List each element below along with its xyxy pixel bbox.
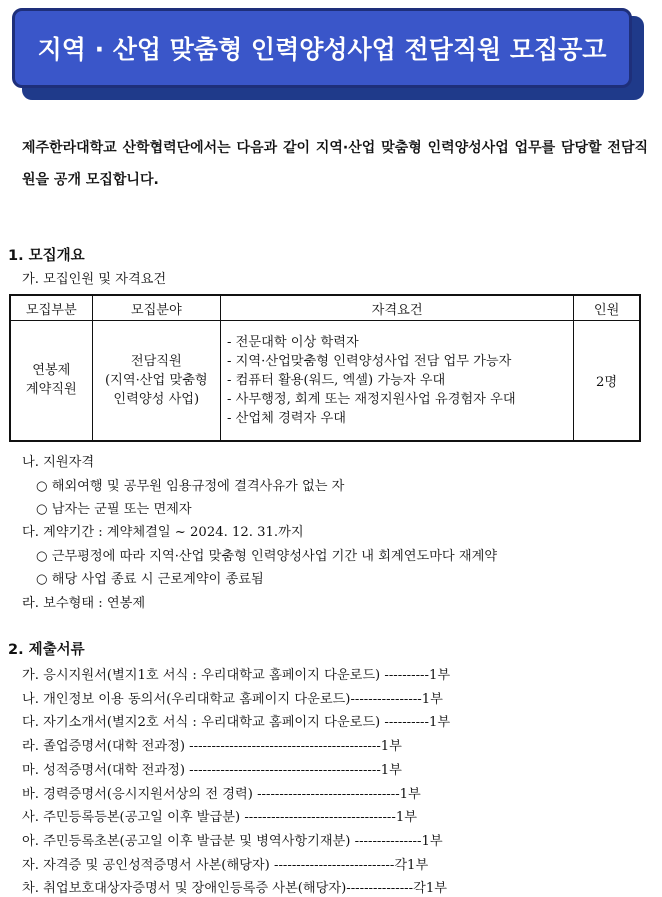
document-item: 라. 졸업증명서(대학 전과정) -------------------------------------------1부 [22,739,402,754]
list-item: ○ 해당 사업 종료 시 근로계약이 종료됨 [36,572,264,587]
list-item: ○ 해외여행 및 공무원 임용규정에 결격사유가 없는 자 [36,479,345,494]
field-line-3: 인력양성 사업) [113,391,200,407]
document-item: 사. 주민등록등본(공고일 이후 발급분) ----------------------------------1부 [22,810,417,825]
table-row [10,321,640,441]
table-header-row [10,295,640,321]
section-2-heading: 2. 제출서류 [8,642,85,658]
field-line-2: (지역·산업 맞춤형 [104,372,208,388]
qualification-item: - 사무행정, 회계 또는 재정지원사업 유경험자 우대 [227,391,516,407]
document-item: 아. 주민등록초본(공고일 이후 발급분 및 병역사항기재분) ---------------1부 [22,834,443,849]
section-1-sub-b: 나. 지원자격 [22,455,95,470]
document-item: 마. 성적증명서(대학 전과정) -------------------------------------------1부 [22,763,402,778]
list-item: ○ 남자는 군필 또는 면제자 [36,502,192,517]
division-line-2: 계약직원 [25,382,77,398]
section-1-sub-c: 다. 계약기간 : 계약체결일 ~ 2024. 12. 31.까지 [22,525,304,540]
qualification-item: - 산업체 경력자 우대 [227,410,346,426]
document-item: 차. 취업보호대상자증명서 및 장애인등록증 사본(해당자)---------------각1부 [22,881,447,896]
qualification-item: - 지역·산업맞춤형 인력양성사업 전담 업무 가능자 [227,353,512,369]
field-line-1: 전담직원 [130,353,182,369]
intro-paragraph: 제주한라대학교 산학협력단에서는 다음과 같이 지역·산업 맞춤형 인력양성사업 업무를 담당할 전담직원을 공개 모집합니다. [22,140,648,188]
document-item: 바. 경력증명서(응시지원서상의 전 경력) --------------------------------1부 [22,787,421,802]
division-cell [10,321,92,441]
header-count: 인원 [574,295,640,321]
document-item: 나. 개인정보 이용 동의서(우리대학교 홈페이지 다운로드)----------------1부 [22,692,443,707]
header-division: 모집부분 [10,295,92,321]
qualification-item: - 전문대학 이상 학력자 [227,334,359,350]
division-line-1: 연봉제 [32,363,71,379]
count-cell: 2명 [574,321,640,441]
header-field: 모집분야 [92,295,220,321]
header-qualifications: 자격요건 [221,295,574,321]
list-item: ○ 근무평정에 따라 지역·산업 맞춤형 인력양성사업 기간 내 회계연도마다 재계약 [36,549,498,564]
section-1-heading: 1. 모집개요 [8,248,85,264]
document-item: 다. 자기소개서(별지2호 서식 : 우리대학교 홈페이지 다운로드) ----------1부 [22,715,451,730]
section-1-sub-d: 라. 보수형태 : 연봉제 [22,596,146,611]
document-item: 가. 응시지원서(별지1호 서식 : 우리대학교 홈페이지 다운로드) ----------1부 [22,668,451,683]
page-title: 지역 · 산업 맞춤형 인력양성사업 전담직원 모집공고 [37,35,607,64]
qualifications-cell [221,321,574,441]
field-cell [92,321,220,441]
section-1-sub-a: 가. 모집인원 및 자격요건 [22,272,167,287]
qualification-item: - 컴퓨터 활용(워드, 엑셀) 가능자 우대 [227,372,446,388]
document-item: 자. 자격증 및 공인성적증명서 사본(해당자) ---------------------------각1부 [22,858,429,873]
recruitment-table [9,294,641,442]
title-banner [12,8,632,88]
